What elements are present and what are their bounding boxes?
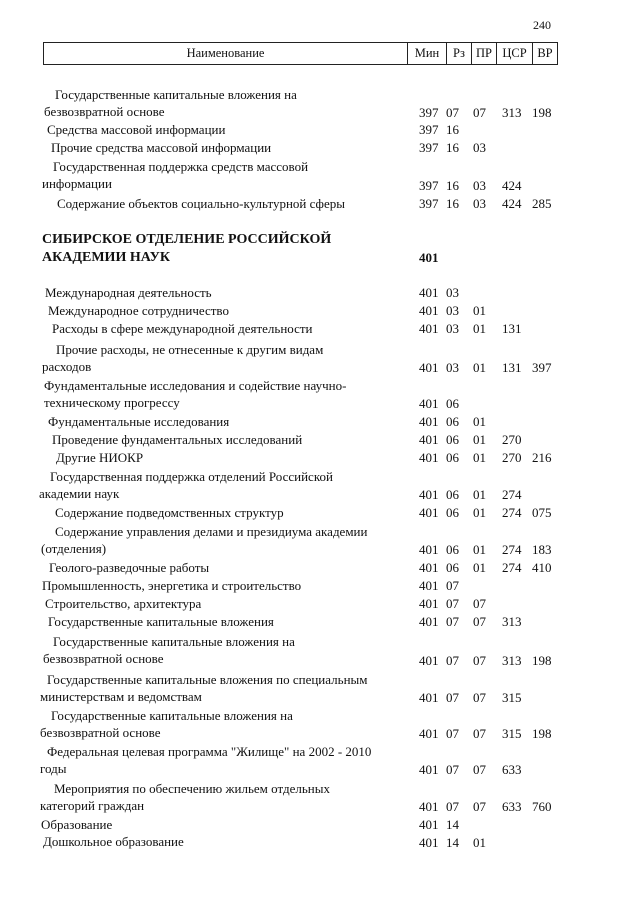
row-codes — [0, 761, 640, 778]
code-csr: 633 — [502, 762, 522, 777]
code-min: 401 — [419, 653, 439, 668]
row-label: Промышленность, энергетика и строительство — [42, 578, 302, 593]
code-pr: 01 — [473, 414, 486, 429]
row-label: Международная деятельность — [45, 285, 212, 300]
code-vr: 410 — [532, 560, 552, 575]
row-label: Государственная поддержка отделений Российской — [50, 469, 333, 484]
code-vr: 075 — [532, 505, 552, 520]
code-csr: 274 — [502, 505, 522, 520]
code-vr: 397 — [532, 360, 552, 375]
row-codes — [0, 302, 640, 319]
row-codes — [0, 613, 640, 630]
row-codes — [0, 320, 640, 337]
row-label: расходов — [42, 359, 92, 374]
code-min: 401 — [419, 614, 439, 629]
code-min: 401 — [419, 817, 439, 832]
row-codes — [0, 249, 640, 266]
code-csr: 313 — [502, 653, 522, 668]
code-min: 401 — [419, 414, 439, 429]
code-pr: 01 — [473, 487, 486, 502]
code-csr: 274 — [502, 487, 522, 502]
row-codes — [0, 798, 640, 815]
row-label: Содержание объектов социально-культурной сферы — [57, 196, 345, 211]
code-min: 397 — [419, 196, 439, 211]
code-pr: 03 — [473, 140, 486, 155]
code-pr: 01 — [473, 432, 486, 447]
code-min: 401 — [419, 596, 439, 611]
header-min: Мин — [408, 43, 447, 64]
code-rz: 07 — [446, 578, 459, 593]
code-pr: 01 — [473, 835, 486, 850]
code-vr: 285 — [532, 196, 552, 211]
code-csr: 274 — [502, 560, 522, 575]
code-min: 401 — [419, 432, 439, 447]
code-rz: 03 — [446, 303, 459, 318]
code-min: 401 — [419, 726, 439, 741]
row-label: годы — [40, 761, 67, 776]
row-label: академии наук — [39, 486, 120, 501]
row-codes — [0, 577, 640, 594]
code-pr: 01 — [473, 505, 486, 520]
row-label: техническому прогрессу — [44, 395, 180, 410]
row-codes — [0, 486, 640, 503]
row-label: Федеральная целевая программа "Жилище" на 2002 - 2010 — [47, 744, 372, 759]
code-pr: 07 — [473, 762, 486, 777]
code-min: 401 — [419, 505, 439, 520]
code-pr: 07 — [473, 653, 486, 668]
code-min: 401 — [419, 450, 439, 465]
code-pr: 01 — [473, 542, 486, 557]
code-pr: 07 — [473, 726, 486, 741]
row-codes — [0, 177, 640, 194]
code-pr: 01 — [473, 450, 486, 465]
row-label: Дошкольное образование — [43, 834, 184, 849]
code-csr: 274 — [502, 542, 522, 557]
row-codes — [0, 725, 640, 742]
header-pr: ПР — [472, 43, 497, 64]
row-label: Международное сотрудничество — [48, 303, 229, 318]
row-codes — [0, 359, 640, 376]
code-csr: 633 — [502, 799, 522, 814]
row-label: Государственные капитальные вложения по специальным — [47, 672, 368, 687]
code-csr: 315 — [502, 690, 522, 705]
row-label: безвозвратной основе — [40, 725, 161, 740]
row-label: Государственные капитальные вложения — [48, 614, 274, 629]
code-csr: 313 — [502, 105, 522, 120]
code-rz: 14 — [446, 817, 459, 832]
row-label: Другие НИОКР — [56, 450, 144, 465]
header-name: Наименование — [44, 43, 408, 64]
row-label: Фундаментальные исследования — [48, 414, 230, 429]
code-rz: 16 — [446, 178, 459, 193]
code-min: 397 — [419, 105, 439, 120]
code-rz: 03 — [446, 360, 459, 375]
code-rz: 06 — [446, 396, 459, 411]
code-min: 401 — [419, 396, 439, 411]
row-codes — [0, 652, 640, 669]
row-codes — [0, 559, 640, 576]
row-label: безвозвратной основе — [43, 651, 164, 666]
code-rz: 14 — [446, 835, 459, 850]
code-vr: 198 — [532, 105, 552, 120]
code-min: 401 — [419, 321, 439, 336]
row-codes — [0, 431, 640, 448]
code-vr: 198 — [532, 653, 552, 668]
row-label: Содержание управления делами и президиума академии — [55, 524, 368, 539]
row-codes — [0, 195, 640, 212]
code-min: 401 — [419, 303, 439, 318]
code-min: 401 — [419, 835, 439, 850]
row-codes — [0, 689, 640, 706]
row-label: Прочие средства массовой информации — [51, 140, 272, 155]
code-min: 401 — [419, 285, 439, 300]
code-csr: 424 — [502, 178, 522, 193]
code-csr: 315 — [502, 726, 522, 741]
code-min: 401 — [419, 799, 439, 814]
row-codes — [0, 121, 640, 138]
code-min: 401 — [419, 360, 439, 375]
code-rz: 16 — [446, 140, 459, 155]
code-vr: 216 — [532, 450, 552, 465]
code-rz: 07 — [446, 726, 459, 741]
code-csr: 424 — [502, 196, 522, 211]
code-rz: 07 — [446, 690, 459, 705]
row-label: Государственные капитальные вложения на — [55, 87, 297, 102]
code-pr: 07 — [473, 799, 486, 814]
row-codes — [0, 504, 640, 521]
code-rz: 06 — [446, 505, 459, 520]
row-codes — [0, 595, 640, 612]
row-codes — [0, 541, 640, 558]
row-label: Государственные капитальные вложения на — [51, 708, 293, 723]
code-min: 397 — [419, 122, 439, 137]
code-pr: 01 — [473, 360, 486, 375]
row-codes — [0, 139, 640, 156]
code-rz: 06 — [446, 450, 459, 465]
row-label: Проведение фундаментальных исследований — [52, 432, 303, 447]
row-label: Государственные капитальные вложения на — [53, 634, 295, 649]
code-min: 401 — [419, 560, 439, 575]
code-vr: 760 — [532, 799, 552, 814]
code-rz: 07 — [446, 596, 459, 611]
row-label: категорий граждан — [40, 798, 145, 813]
code-pr: 07 — [473, 690, 486, 705]
code-pr: 01 — [473, 560, 486, 575]
code-rz: 07 — [446, 105, 459, 120]
row-codes — [0, 413, 640, 430]
code-rz: 16 — [446, 196, 459, 211]
row-label: Содержание подведомственных структур — [55, 505, 284, 520]
row-label: Государственная поддержка средств массовой — [53, 159, 309, 174]
row-label: СИБИРСКОЕ ОТДЕЛЕНИЕ РОССИЙСКОЙ — [42, 232, 332, 247]
code-rz: 03 — [446, 285, 459, 300]
code-vr: 198 — [532, 726, 552, 741]
code-min: 401 — [419, 690, 439, 705]
header-csr: ЦСР — [497, 43, 533, 64]
row-label: (отделения) — [41, 541, 107, 556]
row-label: Расходы в сфере международной деятельности — [52, 321, 313, 336]
code-min: 401 — [419, 487, 439, 502]
code-csr: 131 — [502, 321, 522, 336]
code-rz: 03 — [446, 321, 459, 336]
row-codes — [0, 834, 640, 851]
code-rz: 07 — [446, 762, 459, 777]
code-csr: 131 — [502, 360, 522, 375]
code-rz: 07 — [446, 799, 459, 814]
row-codes — [0, 816, 640, 833]
code-vr: 183 — [532, 542, 552, 557]
code-pr: 01 — [473, 321, 486, 336]
code-min: 397 — [419, 178, 439, 193]
code-rz: 16 — [446, 122, 459, 137]
page-number: 240 — [533, 18, 551, 32]
code-rz: 07 — [446, 614, 459, 629]
code-pr: 03 — [473, 178, 486, 193]
code-min: 401 — [419, 762, 439, 777]
code-rz: 06 — [446, 542, 459, 557]
row-codes — [0, 104, 640, 121]
row-label: Фундаментальные исследования и содействие научно- — [44, 378, 347, 393]
code-pr: 07 — [473, 614, 486, 629]
code-min: 401 — [419, 542, 439, 557]
code-min: 401 — [419, 250, 439, 265]
row-label: информации — [42, 176, 112, 191]
header-rz: Рз — [447, 43, 472, 64]
code-csr: 270 — [502, 432, 522, 447]
code-min: 397 — [419, 140, 439, 155]
row-label: Геолого-разведочные работы — [49, 560, 210, 575]
row-label: Образование — [41, 817, 113, 832]
row-codes — [0, 284, 640, 301]
code-min: 401 — [419, 578, 439, 593]
row-codes — [0, 449, 640, 466]
code-rz: 06 — [446, 487, 459, 502]
header-vr: ВР — [537, 46, 553, 60]
row-label: Прочие расходы, не отнесенные к другим видам — [56, 342, 324, 357]
row-label: Средства массовой информации — [47, 122, 226, 137]
row-label: АКАДЕМИИ НАУК — [42, 250, 171, 265]
row-label: министерствам и ведомствам — [40, 689, 202, 704]
code-rz: 07 — [446, 653, 459, 668]
row-codes — [0, 395, 640, 412]
row-label: безвозвратной основе — [44, 104, 165, 119]
code-csr: 313 — [502, 614, 522, 629]
row-label: Мероприятия по обеспечению жильем отдельных — [54, 781, 330, 796]
code-pr: 07 — [473, 596, 486, 611]
code-pr: 07 — [473, 105, 486, 120]
code-pr: 01 — [473, 303, 486, 318]
row-label: Строительство, архитектура — [45, 596, 202, 611]
code-rz: 06 — [446, 414, 459, 429]
code-rz: 06 — [446, 560, 459, 575]
code-rz: 06 — [446, 432, 459, 447]
code-csr: 270 — [502, 450, 522, 465]
code-pr: 03 — [473, 196, 486, 211]
